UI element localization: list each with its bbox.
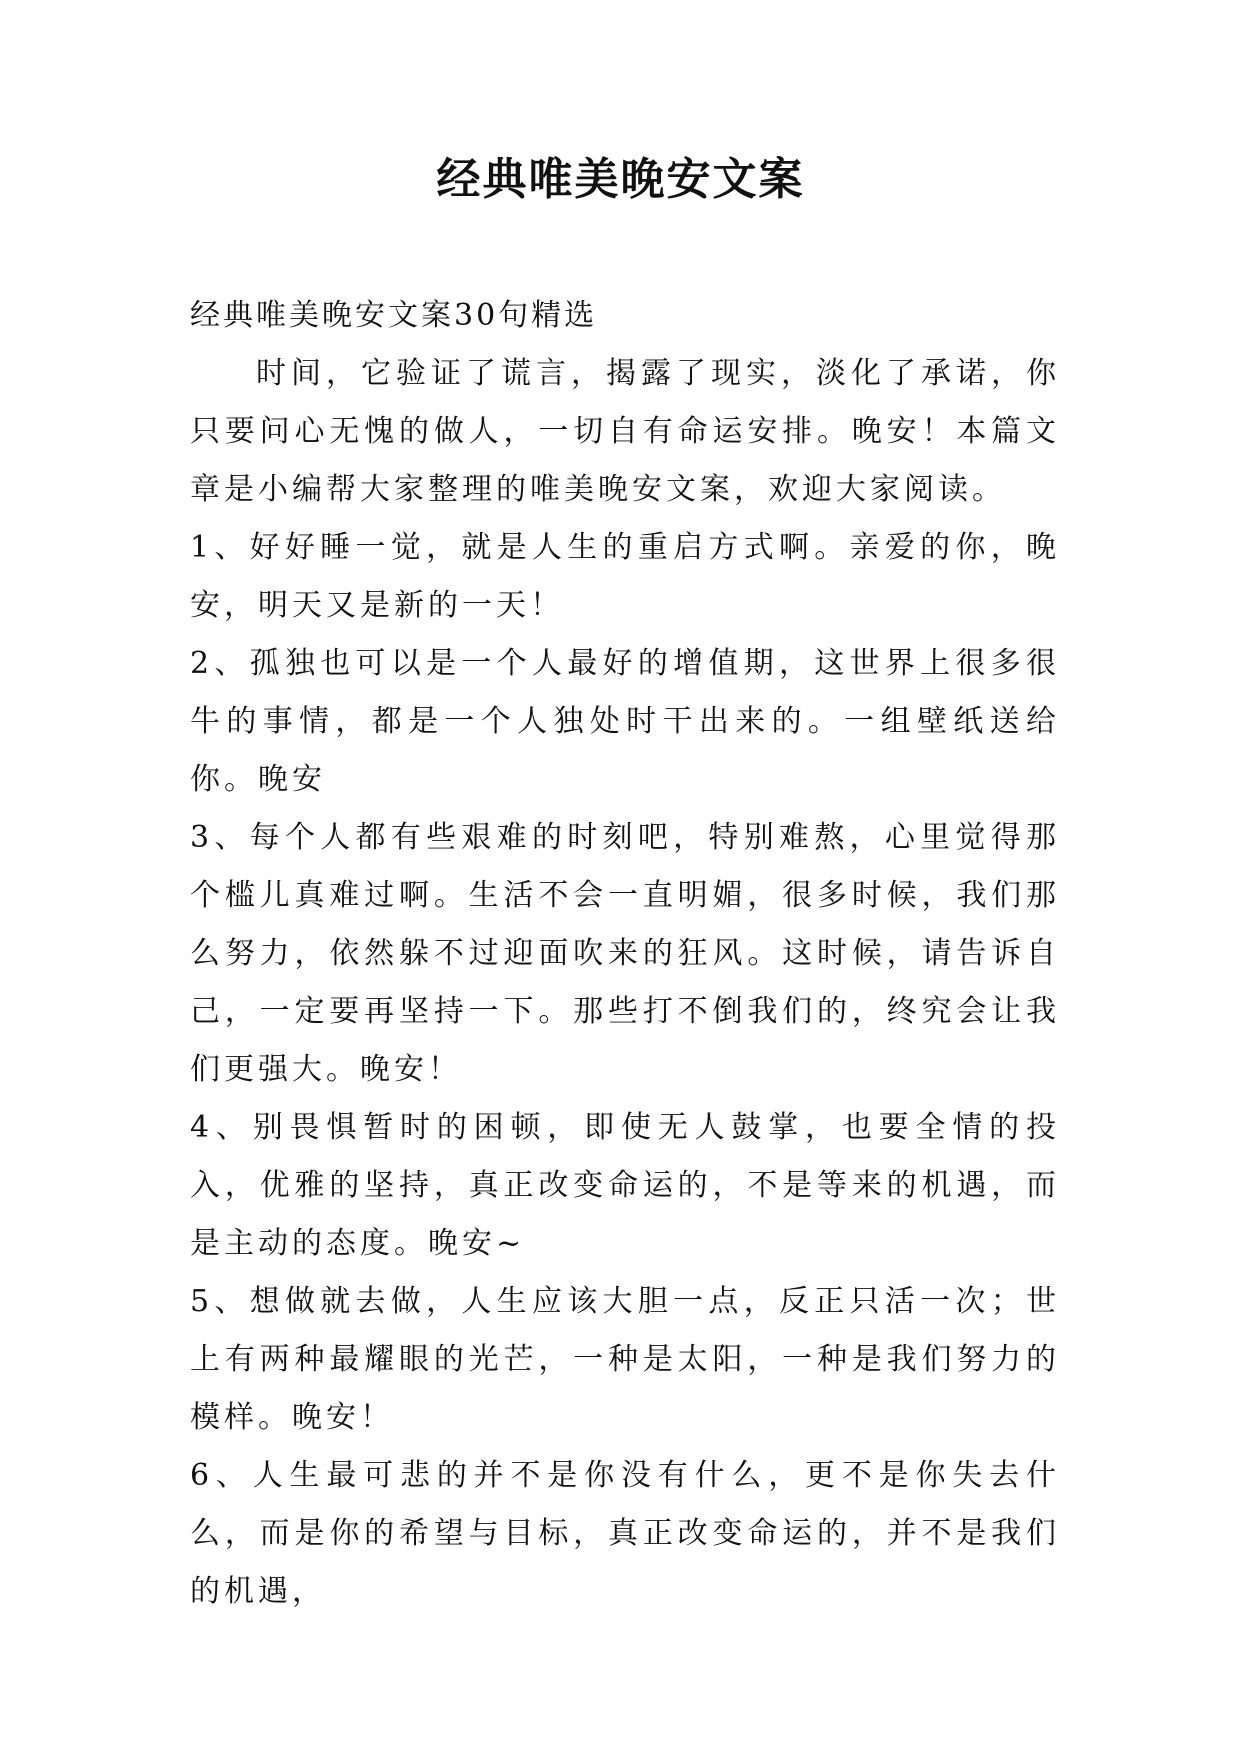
page-title: 经典唯美晚安文案 — [436, 154, 805, 205]
intro-paragraph: 时间，它验证了谎言，揭露了现实，淡化了承诺，你只要问心无愧的做人，一切自有命运安排。晚安！本篇文章是小编帮大家整理的唯美晚安文案，欢迎大家阅读。 — [190, 356, 1060, 507]
list-item: 1、好好睡一觉，就是人生的重启方式啊。亲爱的你，晚安，明天又是新的一天！ — [190, 530, 1060, 623]
list-item: 5、想做就去做，人生应该大胆一点，反正只活一次；世上有两种最耀眼的光芒，一种是太阳，一种是我们努力的模样。晚安！ — [190, 1284, 1060, 1435]
document-subtitle: 经典唯美晚安文案30句精选 — [190, 298, 598, 333]
list-item: 3、每个人都有些艰难的时刻吧，特别难熬，心里觉得那个槛儿真难过啊。生活不会一直明媚，很多时候，我们那么努力，依然躲不过迎面吹来的狂风。这时候，请告诉自己，一定要再坚持一下。那些打不倒我们的，终究会让我们更强大。晚安！ — [190, 820, 1060, 1087]
list-item: 6、人生最可悲的并不是你没有什么，更不是你失去什么，而是你的希望与目标，真正改变命运的，并不是我们的机遇， — [190, 1458, 1060, 1609]
list-item: 2、孤独也可以是一个人最好的增值期，这世界上很多很牛的事情，都是一个人独处时干出来的。一组壁纸送给你。晚安 — [190, 646, 1060, 797]
list-item: 4、别畏惧暂时的困顿，即使无人鼓掌，也要全情的投入，优雅的坚持，真正改变命运的，不是等来的机遇，而是主动的态度。晚安~ — [190, 1110, 1060, 1261]
document-body — [190, 287, 1060, 1621]
